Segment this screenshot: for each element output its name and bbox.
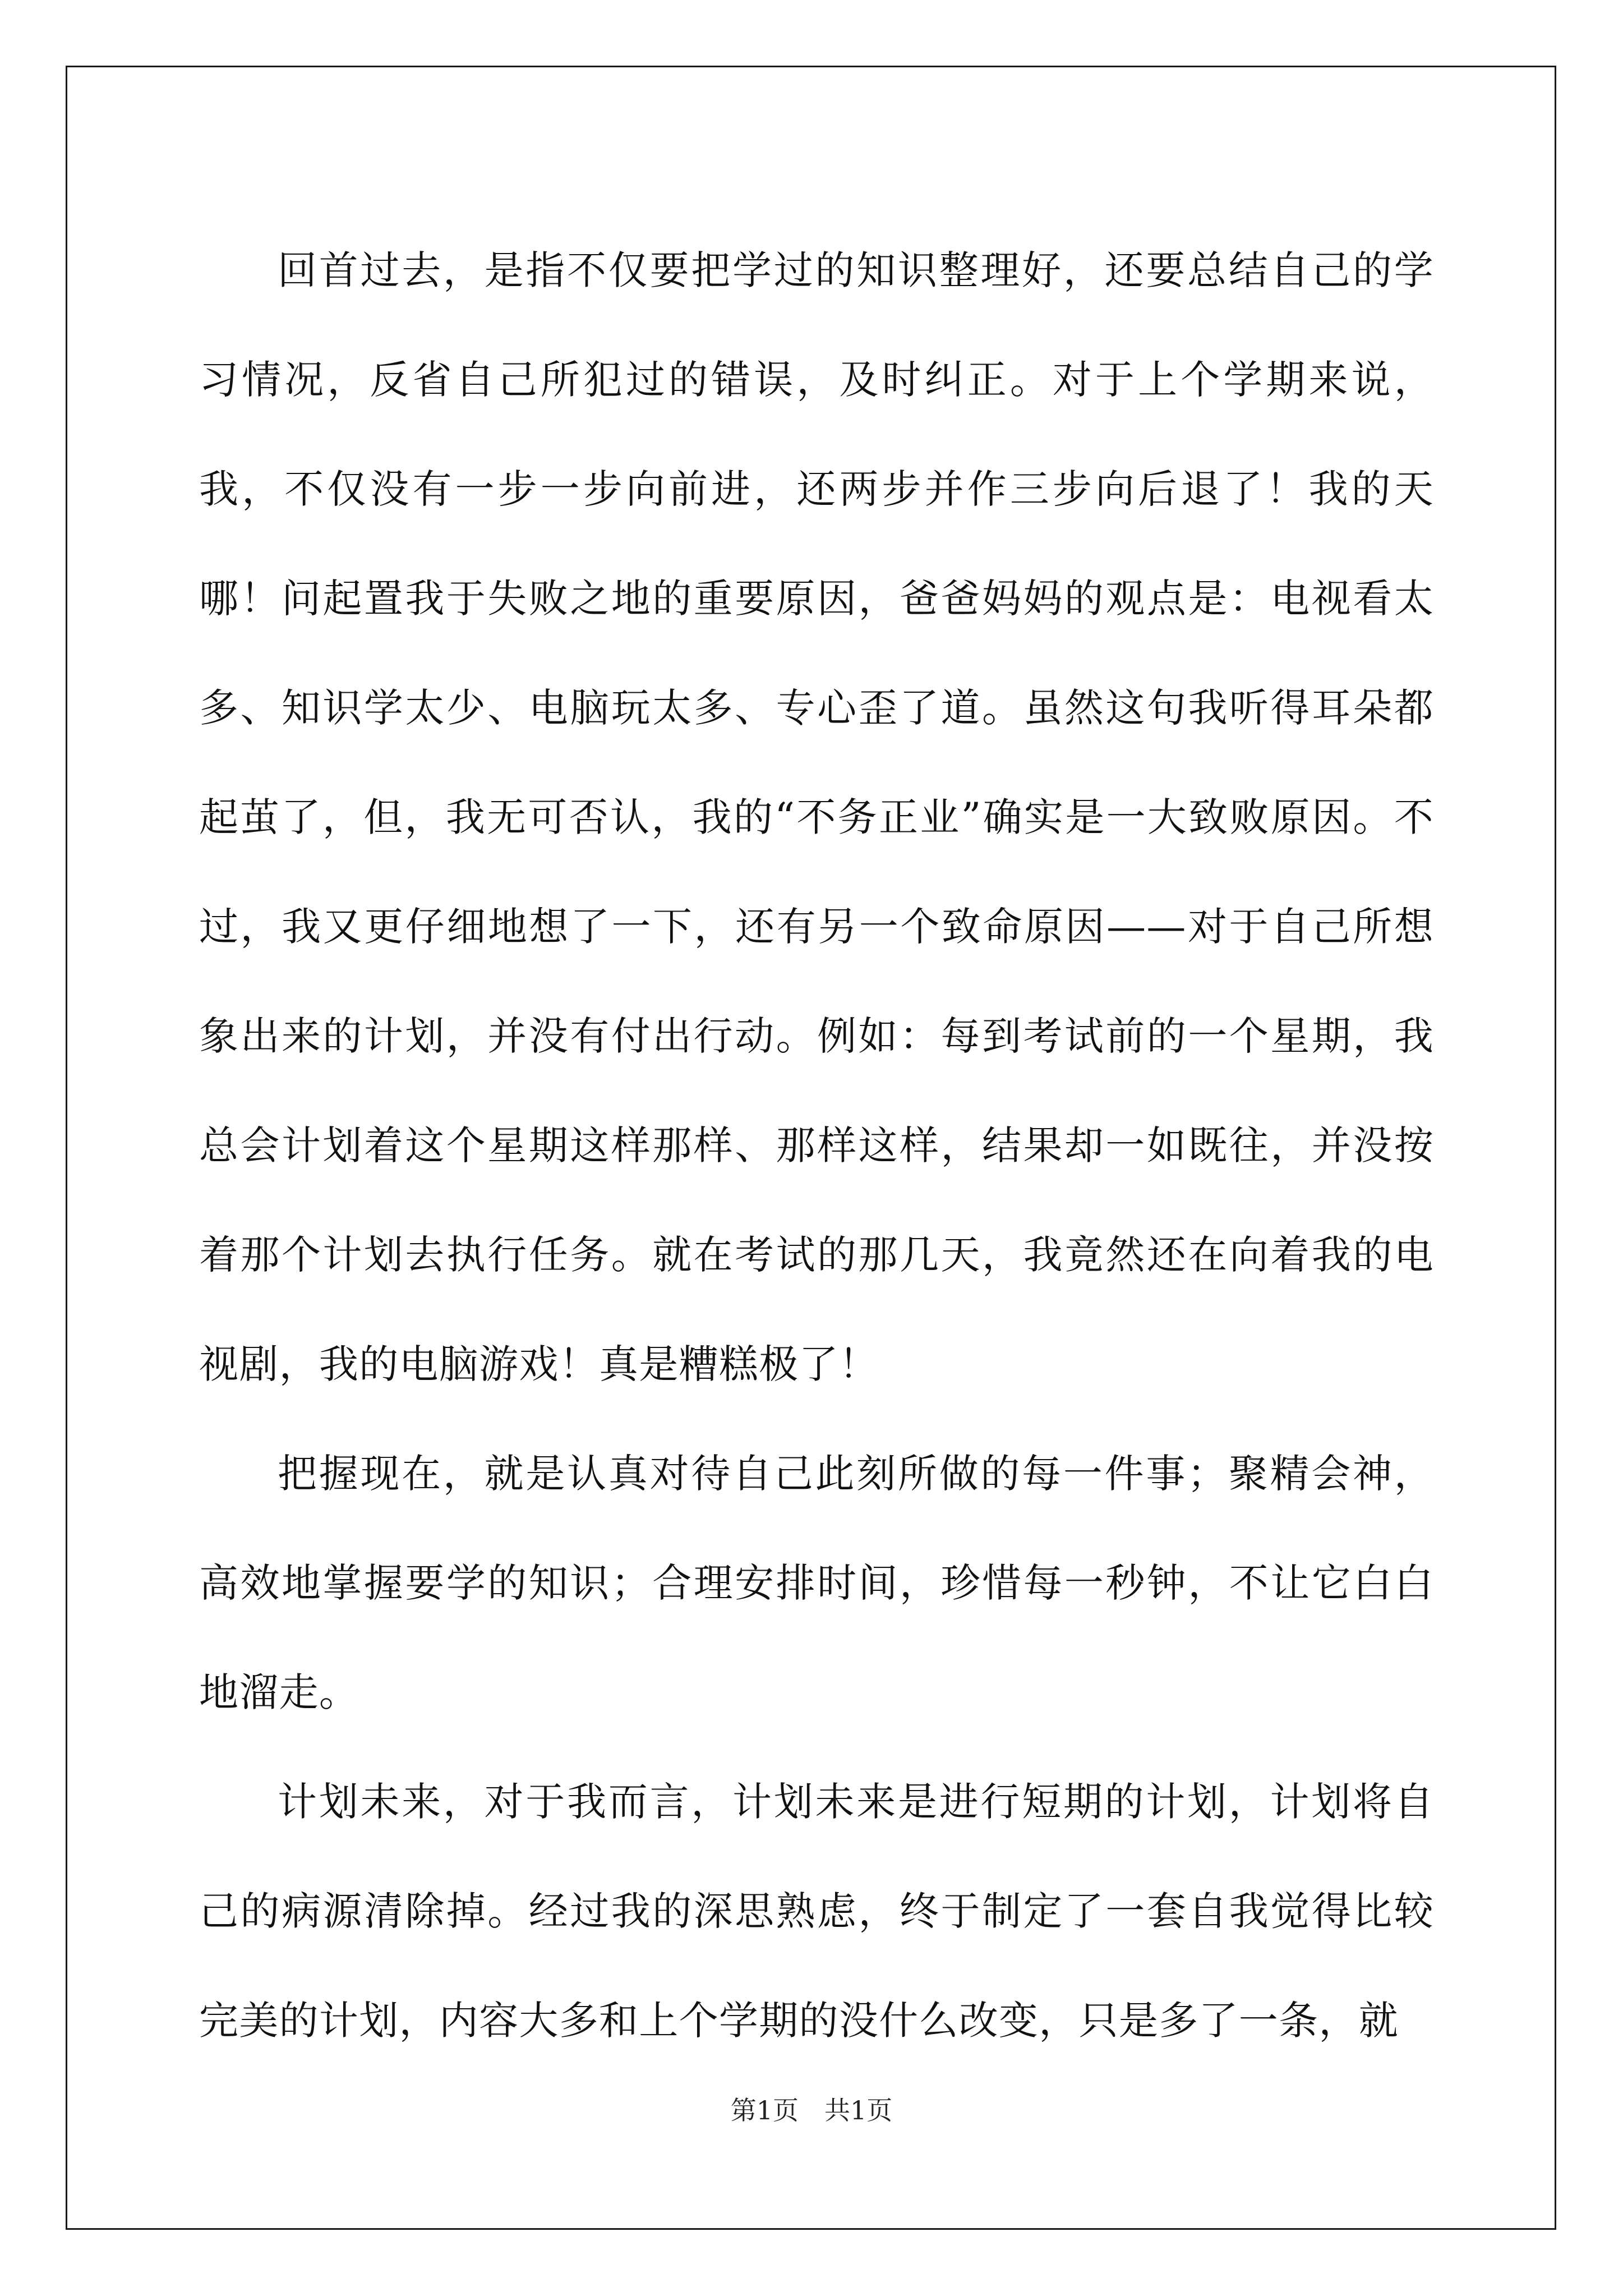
page-number: 第1页 — [730, 2095, 799, 2125]
paragraph-looking-back: 回首过去，是指不仅要把学过的知识整理好，还要总结自己的学习情况，反省自己所犯过的错误，及时纠正。对于上个学期来说，我，不仅没有一步一步向前进，还两步并作三步向后退了！我的天哪！问起置我于失败之地的重要原因，爸爸妈妈的观点是：电视看太多、知识学太少、电脑玩太多、专心歪了道。虽然这句我听得耳朵都起茧了，但，我无可否认，我的“不务正业”确实是一大致败原因。不过，我又更仔细地想了一下，还有另一个致命原因——对于自己所想象出来的计划，并没有付出行动。例如：每到考试前的一个星期，我总会计划着这个星期这样那样、那样这样，结果却一如既往，并没按着那个计划去执行任务。就在考试的那几天，我竟然还在向着我的电视剧，我的电脑游戏！真是糟糕极了！ — [199, 247, 1434, 1387]
paragraph-present: 把握现在，就是认真对待自己此刻所做的每一件事；聚精会神，高效地掌握要学的知识；合理安排时间，珍惜每一秒钟，不让它白白地溜走。 — [199, 1451, 1434, 1715]
page-total: 共1页 — [824, 2095, 893, 2125]
document-body — [199, 216, 1434, 2076]
paragraph-future: 计划未来，对于我而言，计划未来是进行短期的计划，计划将自己的病源清除掉。经过我的深思熟虑，终于制定了一套自我觉得比较完美的计划，内容大多和上个学期的没什么改变，只是多了一条，就 — [199, 1779, 1434, 2044]
page-footer — [0, 2093, 1623, 2127]
